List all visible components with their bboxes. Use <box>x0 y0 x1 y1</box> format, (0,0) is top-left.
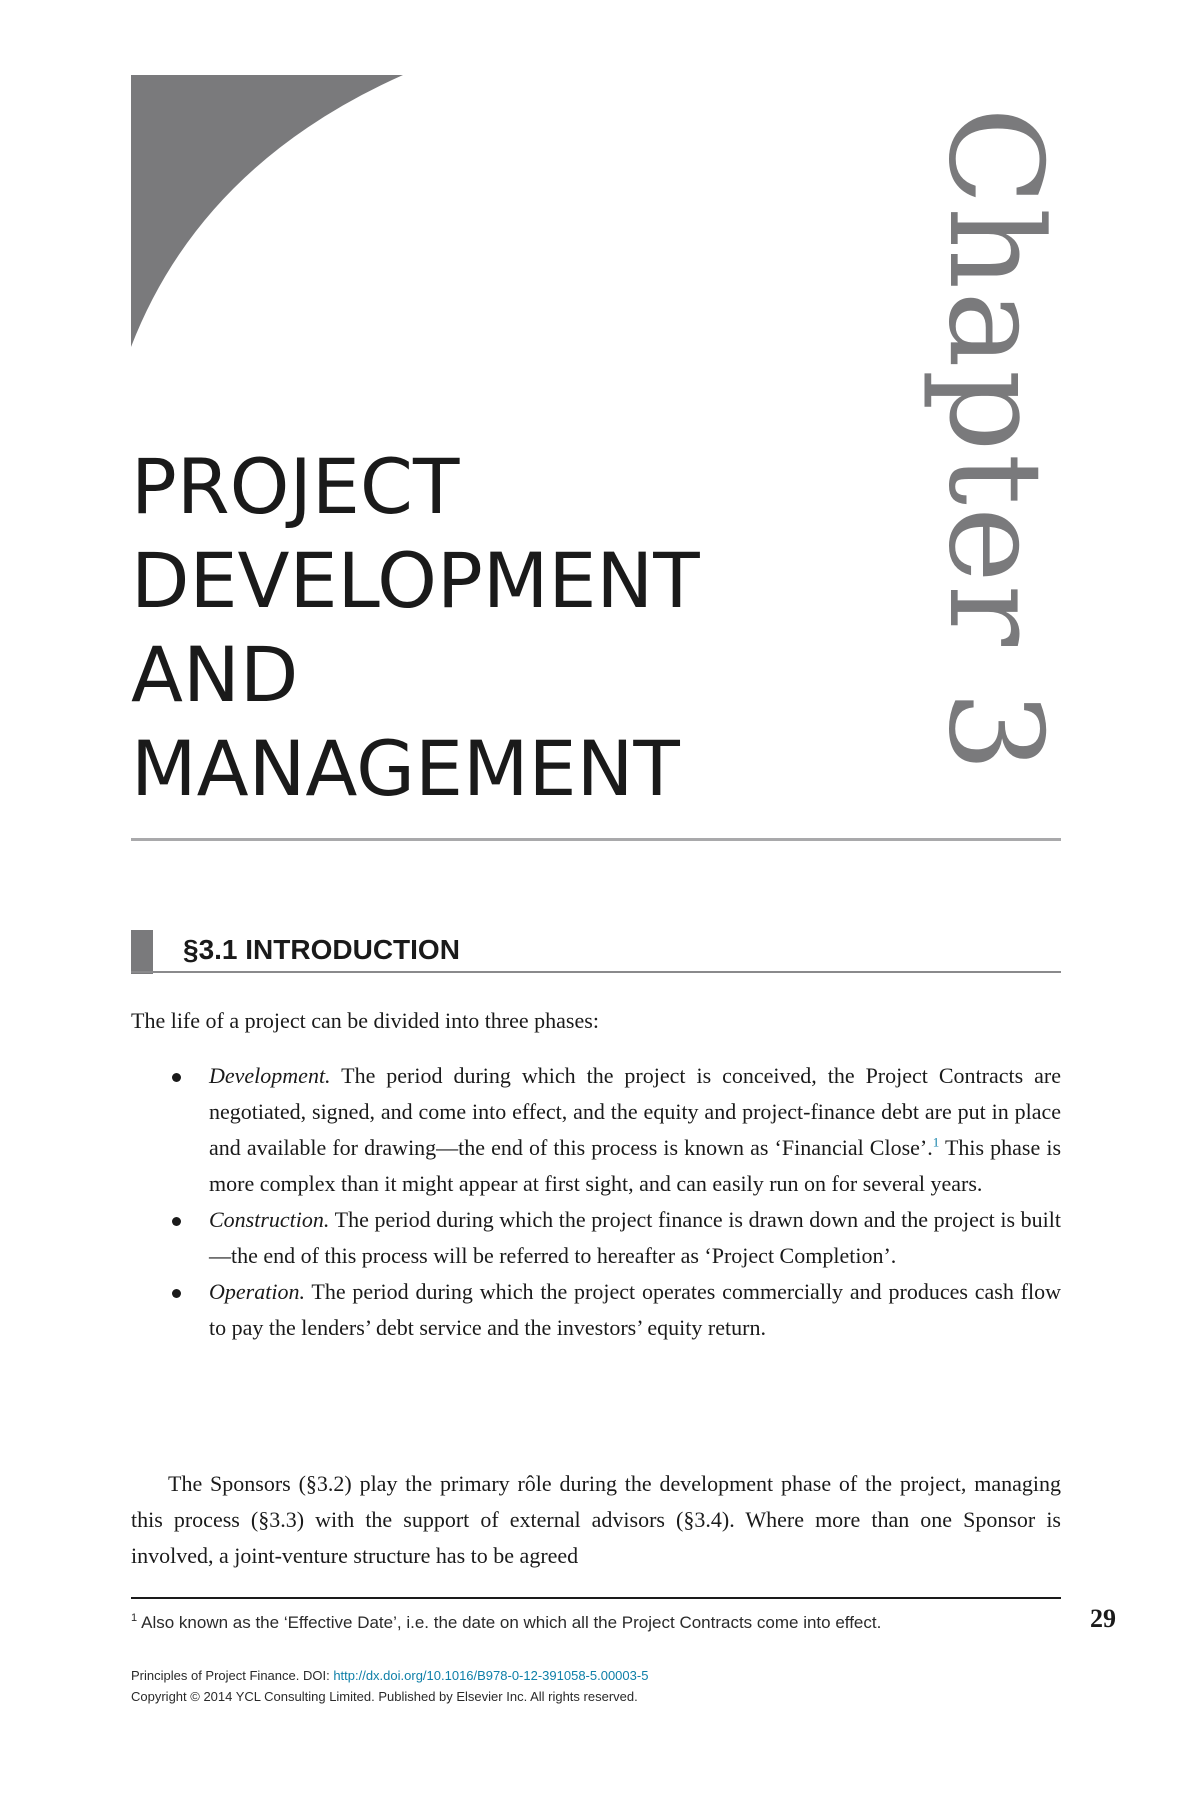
section-divider <box>131 971 1061 973</box>
copyright-notice: Copyright © 2014 YCL Consulting Limited. Published by Elsevier Inc. All rights reserved. <box>131 1689 638 1704</box>
doi-link[interactable]: http://dx.doi.org/10.1016/B978-0-12-391058-5.00003-5 <box>333 1668 649 1683</box>
chapter-title-line: AND <box>131 630 299 719</box>
footnote <box>131 1611 991 1635</box>
section-title-text: INTRODUCTION <box>245 934 460 965</box>
phase-term: Construction. <box>209 1207 330 1232</box>
phase-term: Operation. <box>209 1279 305 1304</box>
bullet-icon <box>172 1073 181 1082</box>
phase-text: The period during which the project is conceived, the Project Contracts are negotiated, signed, and come into effect, and the equity and project-finance debt are put in place and available for drawing—the end of this process is known as ‘Financial Close’. <box>209 1063 1061 1160</box>
chapter-label <box>920 80 1070 800</box>
title-divider <box>131 838 1061 841</box>
book-citation: Principles of Project Finance. DOI: <box>131 1668 334 1683</box>
list-item <box>131 1058 1061 1202</box>
footnote-divider <box>131 1597 1061 1599</box>
chapter-title-line: MANAGEMENT <box>131 724 680 813</box>
footnote-text: Also known as the ‘Effective Date’, i.e. the date on which all the Project Contracts come into effect. <box>141 1613 882 1632</box>
list-item <box>131 1274 1061 1346</box>
chapter-title <box>131 440 891 816</box>
section-heading <box>131 930 1061 974</box>
bullet-icon <box>172 1289 181 1298</box>
corner-decoration <box>131 75 403 347</box>
book-credit <box>131 1667 1031 1685</box>
section-number: §3.1 <box>183 934 238 965</box>
page-number: 29 <box>1090 1604 1116 1633</box>
section-marker <box>131 930 153 974</box>
phase-text: The period during which the project finance is drawn down and the project is built—the end of this process will be referred to hereafter as ‘Project Completion’. <box>209 1207 1061 1268</box>
chapter-title-line: PROJECT <box>131 442 460 531</box>
chapter-label-text: Chapter 3 <box>920 106 1070 774</box>
footnote-marker: 1 <box>131 1612 138 1625</box>
list-item <box>131 1202 1061 1274</box>
bullet-icon <box>172 1217 181 1226</box>
intro-paragraph: The life of a project can be divided into three phases: <box>131 1008 599 1033</box>
phase-text-continued: This phase is more complex than it might appear at first sight, and can easily run on for several years. <box>209 1135 1062 1196</box>
chapter-title-line: DEVELOPMENT <box>131 536 700 625</box>
section-title <box>183 934 460 966</box>
sponsors-paragraph: The Sponsors (§3.2) play the primary rôle during the development phase of the project, managing this process (§3.3) with the support of external advisors (§3.4). Where more than one Sponsor is involved, a joint-venture structure has to be agreed <box>131 1471 1061 1568</box>
footnote-reference-link[interactable]: 1 <box>932 1134 940 1150</box>
phase-list <box>131 1058 1061 1346</box>
phase-term: Development. <box>209 1063 331 1088</box>
phase-text: The period during which the project operates commercially and produces cash flow to pay the lenders’ debt service and the investors’ equity return. <box>209 1279 1061 1340</box>
